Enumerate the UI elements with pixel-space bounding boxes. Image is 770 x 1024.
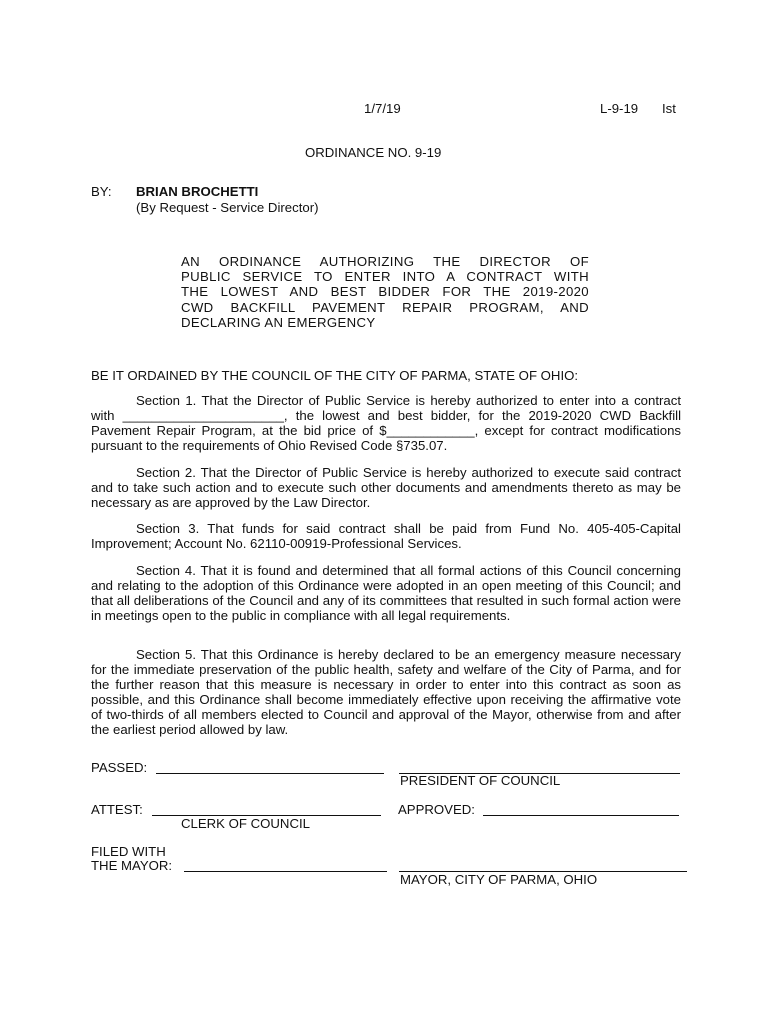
approved-label: APPROVED: [398,802,475,817]
the-mayor-label: THE MAYOR: [91,858,173,873]
header-code: L-9-19 [600,101,639,116]
title-line: THE LOWEST AND BEST BIDDER FOR THE 2019-2020 [181,284,589,300]
ordinance-title [181,254,589,330]
section-3 [91,521,681,551]
header-reading: Ist [662,101,676,116]
section-2 [91,465,681,510]
sponsor-name: BRIAN BROCHETTI [136,184,259,199]
section-5 [91,647,681,737]
mayor-filing-line [184,871,387,872]
clerk-label: CLERK OF COUNCIL [181,816,310,831]
title-line: AN ORDINANCE AUTHORIZING THE DIRECTOR OF [181,254,589,269]
passed-signature-line [156,773,384,774]
section-1-text: Section 1. That the Director of Public Service is hereby authorized to enter into a contract with ______________________, the lowest and best bidder, for the 2019-2020 CWD Backfill Pavement Repair Program, at the bid price of $____________, except for contract modifications pursuant to the requirements of Ohio Revised Code §735.07. [91,393,681,453]
ordinance-number: ORDINANCE NO. 9-19 [305,145,442,160]
title-line: DECLARING AN EMERGENCY [181,314,376,330]
header-date: 1/7/19 [364,101,401,116]
title-line: CWD BACKFILL PAVEMENT REPAIR PROGRAM, AND [181,299,589,315]
enacting-clause: BE IT ORDAINED BY THE COUNCIL OF THE CITY OF PARMA, STATE OF OHIO: [91,368,579,383]
section-4 [91,563,681,623]
attest-label: ATTEST: [91,802,143,817]
approved-signature-line [483,815,679,816]
president-label: PRESIDENT OF COUNCIL [400,773,561,788]
section-3-text: Section 3. That funds for said contract shall be paid from Fund No. 405-405-Capital Improvement; Account No. 62110-00919-Professional Services. [91,521,681,551]
filed-with-label: FILED WITH [91,844,166,859]
mayor-label: MAYOR, CITY OF PARMA, OHIO [400,872,598,887]
title-line: PUBLIC SERVICE TO ENTER INTO A CONTRACT WITH [181,269,589,285]
section-1 [91,393,681,453]
by-label: BY: [91,184,112,199]
sponsor-request: (By Request - Service Director) [136,200,319,215]
section-5-text: Section 5. That this Ordinance is hereby declared to be an emergency measure necessary for the immediate preservation of the public health, safety and welfare of the City of Parma, and for the further reason that this measure is necessary in order to enter into this contract as soon as possible, and this Ordinance shall become immediately effective upon receiving the affirmative vote of two-thirds of all members elected to Council and approval of the Mayor, otherwise from and after the earliest period allowed by law. [91,647,681,737]
section-4-text: Section 4. That it is found and determined that all formal actions of this Council concerning and relating to the adoption of this Ordinance were adopted in an open meeting of this Council; and that all deliberations of the Council and any of its committees that resulted in such formal action were in meetings open to the public in compliance with all legal requirements. [91,563,681,623]
section-2-text: Section 2. That the Director of Public Service is hereby authorized to execute said contract and to take such action and to execute such other documents and amendments thereto as may be necessary as are approved by the Law Director. [91,465,681,510]
passed-label: PASSED: [91,760,148,775]
